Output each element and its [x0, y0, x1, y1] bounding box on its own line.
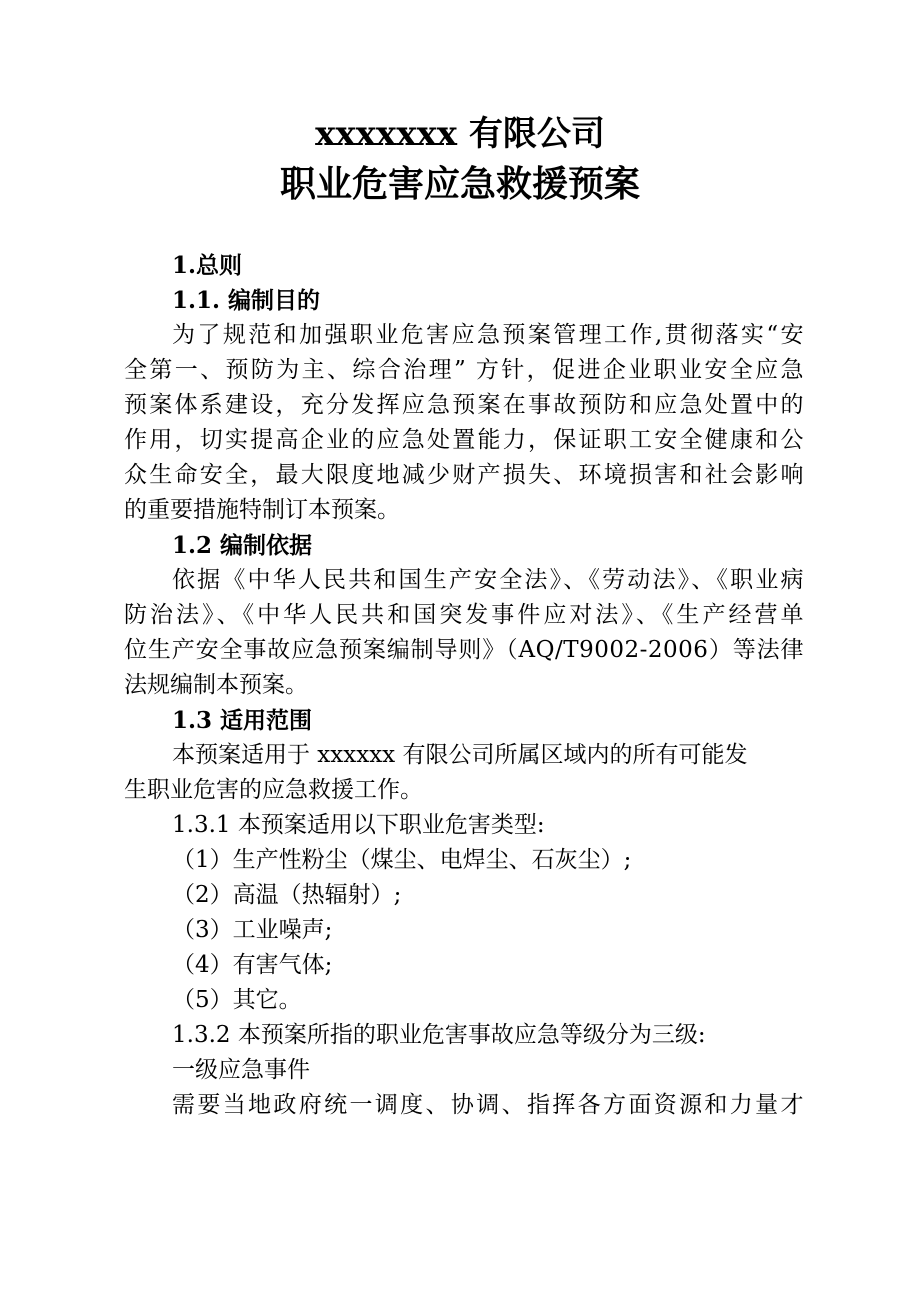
hazard-type-item: （2）高温（热辐射）;	[172, 882, 402, 908]
hazard-type-item: （5）其它。	[172, 987, 302, 1013]
section-heading-basis: 1.2 编制依据	[172, 532, 313, 559]
paragraph-line: 位生产安全事故应急预案编制导则》（AQ/T9002-2006）等法律	[124, 637, 804, 663]
section-heading-general: 1.总则	[172, 252, 243, 279]
paragraph-line: 作用，切实提高企业的应急处置能力，保证职工安全健康和公	[124, 427, 804, 453]
paragraph-line: 依据《中华人民共和国生产安全法》、《劳动法》、《职业病	[172, 567, 804, 593]
paragraph-line: 众生命安全，最大限度地减少财产损失、环境损害和社会影响	[124, 462, 804, 488]
paragraph-line: 预案体系建设，充分发挥应急预案在事故预防和应急处置中的	[124, 392, 804, 418]
hazard-type-item: （1）生产性粉尘（煤尘、电焊尘、石灰尘）;	[172, 847, 632, 873]
section-heading-purpose: 1.1. 编制目的	[172, 287, 321, 314]
company-title: xxxxxxx 有限公司	[315, 114, 605, 154]
subsection-title-levels: 1.3.2 本预案所指的职业危害事故应急等级分为三级:	[172, 1022, 706, 1048]
document-title: 职业危害应急救援预案	[279, 163, 640, 205]
hazard-type-item: （3）工业噪声;	[172, 917, 333, 943]
paragraph-line: 生职业危害的应急救援工作。	[124, 777, 423, 803]
level-one-title: 一级应急事件	[172, 1057, 310, 1083]
paragraph-line: 需要当地政府统一调度、协调、指挥各方面资源和力量才	[172, 1092, 804, 1118]
section-heading-scope: 1.3 适用范围	[172, 707, 313, 734]
paragraph-line: 全第一、预防为主、综合治理” 方针，促进企业职业安全应急	[124, 357, 804, 383]
hazard-type-item: （4）有害气体;	[172, 952, 333, 978]
paragraph-line: 防治法》、《中华人民共和国突发事件应对法》、《生产经营单	[124, 602, 804, 628]
document-body	[124, 248, 804, 1123]
subsection-title-hazard-types: 1.3.1 本预案适用以下职业危害类型:	[172, 812, 545, 838]
paragraph-line: 的重要措施特制订本预案。	[124, 497, 400, 523]
paragraph-line: 为了规范和加强职业危害应急预案管理工作,贯彻落实“安	[172, 322, 804, 348]
paragraph-line: 法规编制本预案。	[124, 672, 308, 698]
paragraph-line: 本预案适用于 xxxxxx 有限公司所属区域内的所有可能发	[172, 742, 748, 768]
